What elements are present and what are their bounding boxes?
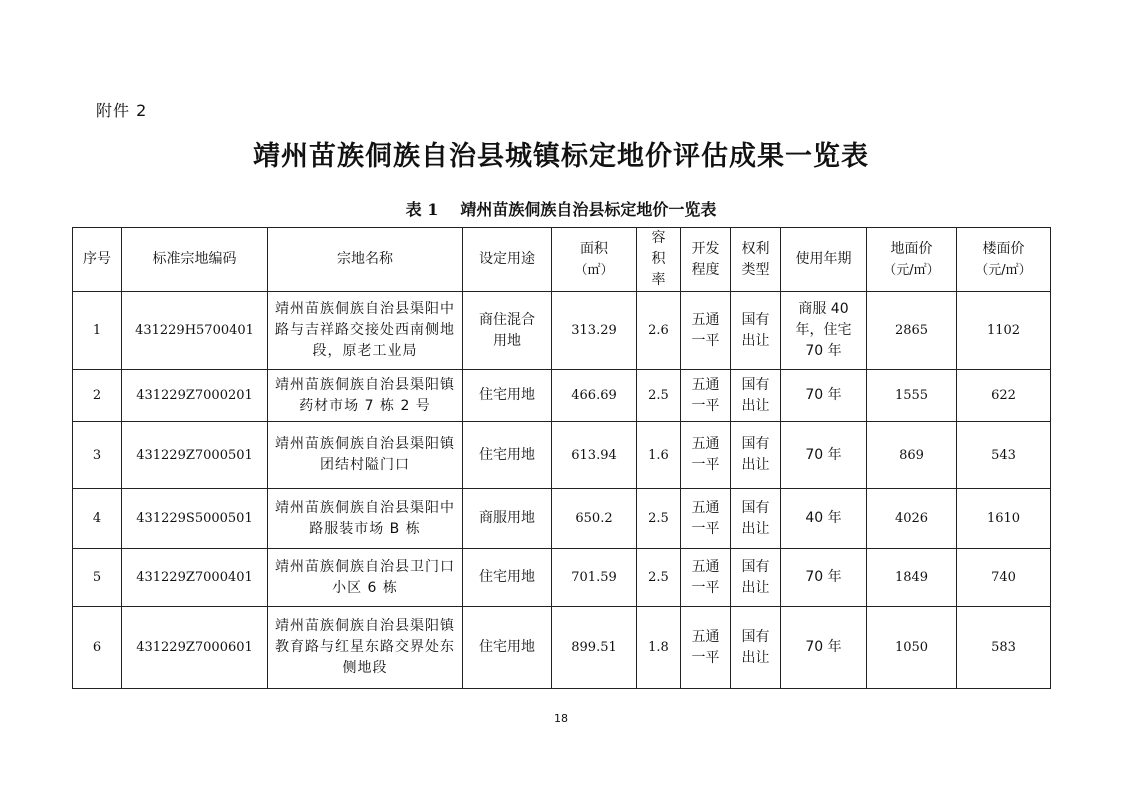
cell-use: 商住混合用地	[463, 292, 552, 370]
cell-area: 701.59	[552, 549, 637, 607]
cell-dev: 五通一平	[681, 549, 731, 607]
cell-seq: 2	[73, 370, 122, 422]
header-floor-price	[957, 228, 1051, 292]
cell-floor-price: 1610	[957, 489, 1051, 549]
cell-far: 1.6	[637, 422, 681, 489]
cell-years: 40 年	[781, 489, 867, 549]
header-land-price	[867, 228, 957, 292]
cell-land-price: 1555	[867, 370, 957, 422]
cell-floor-price: 583	[957, 607, 1051, 689]
cell-seq: 3	[73, 422, 122, 489]
header-years: 使用年期	[781, 228, 867, 292]
table-caption-text: 靖州苗族侗族自治县标定地价一览表	[460, 200, 717, 219]
cell-dev: 五通一平	[681, 370, 731, 422]
cell-floor-price: 622	[957, 370, 1051, 422]
cell-far: 2.5	[637, 489, 681, 549]
cell-rights: 国有出让	[731, 549, 781, 607]
cell-name: 靖州苗族侗族自治县渠阳镇团结村隘门口	[268, 422, 463, 489]
header-seq: 序号	[73, 228, 122, 292]
header-use: 设定用途	[463, 228, 552, 292]
cell-floor-price: 1102	[957, 292, 1051, 370]
header-floor-price-unit: （元/㎡）	[975, 262, 1032, 278]
cell-code: 431229Z7000501	[122, 422, 268, 489]
table-caption	[0, 197, 1122, 220]
header-far: 容积率	[637, 228, 681, 292]
cell-dev: 五通一平	[681, 489, 731, 549]
cell-dev: 五通一平	[681, 607, 731, 689]
cell-far: 2.5	[637, 549, 681, 607]
cell-code: 431229Z7000201	[122, 370, 268, 422]
cell-area: 613.94	[552, 422, 637, 489]
cell-use: 商服用地	[463, 489, 552, 549]
cell-far: 1.8	[637, 607, 681, 689]
cell-land-price: 4026	[867, 489, 957, 549]
cell-land-price: 1050	[867, 607, 957, 689]
cell-code: 431229H5700401	[122, 292, 268, 370]
header-dev: 开发程度	[681, 228, 731, 292]
cell-code: 431229Z7000401	[122, 549, 268, 607]
table-row	[73, 549, 1051, 607]
cell-rights: 国有出让	[731, 292, 781, 370]
header-rights: 权利类型	[731, 228, 781, 292]
header-area	[552, 228, 637, 292]
cell-dev: 五通一平	[681, 422, 731, 489]
header-area-label: 面积	[580, 240, 608, 257]
cell-area: 650.2	[552, 489, 637, 549]
cell-area: 466.69	[552, 370, 637, 422]
cell-floor-price: 740	[957, 549, 1051, 607]
cell-land-price: 2865	[867, 292, 957, 370]
cell-floor-price: 543	[957, 422, 1051, 489]
cell-seq: 1	[73, 292, 122, 370]
header-land-price-label: 地面价	[890, 240, 933, 257]
header-code: 标准宗地编码	[122, 228, 268, 292]
cell-name: 靖州苗族侗族自治县渠阳镇教育路与红星东路交界处东侧地段	[268, 607, 463, 689]
cell-dev: 五通一平	[681, 292, 731, 370]
table-row	[73, 422, 1051, 489]
cell-use: 住宅用地	[463, 422, 552, 489]
table-header-row	[73, 228, 1051, 292]
header-floor-price-label: 楼面价	[982, 240, 1025, 257]
header-land-price-unit: （元/㎡）	[883, 262, 940, 278]
cell-name: 靖州苗族侗族自治县渠阳镇药材市场 7 栋 2 号	[268, 370, 463, 422]
cell-far: 2.5	[637, 370, 681, 422]
cell-use: 住宅用地	[463, 370, 552, 422]
attachment-label: 附件 2	[96, 101, 148, 120]
document-title: 靖州苗族侗族自治县城镇标定地价评估成果一览表	[253, 141, 869, 172]
page-number: 18	[554, 712, 568, 725]
cell-code: 431229Z7000601	[122, 607, 268, 689]
land-price-table	[72, 227, 1051, 689]
cell-years: 70 年	[781, 607, 867, 689]
table-row	[73, 292, 1051, 370]
table-row	[73, 489, 1051, 549]
cell-name: 靖州苗族侗族自治县渠阳中路服装市场 B 栋	[268, 489, 463, 549]
cell-name: 靖州苗族侗族自治县渠阳中路与吉祥路交接处西南侧地段，原老工业局	[268, 292, 463, 370]
cell-years: 商服 40 年，住宅 70 年	[781, 292, 867, 370]
cell-name: 靖州苗族侗族自治县卫门口小区 6 栋	[268, 549, 463, 607]
cell-code: 431229S5000501	[122, 489, 268, 549]
cell-use: 住宅用地	[463, 549, 552, 607]
cell-seq: 5	[73, 549, 122, 607]
cell-years: 70 年	[781, 370, 867, 422]
cell-land-price: 1849	[867, 549, 957, 607]
cell-area: 899.51	[552, 607, 637, 689]
header-name: 宗地名称	[268, 228, 463, 292]
cell-seq: 4	[73, 489, 122, 549]
cell-rights: 国有出让	[731, 489, 781, 549]
cell-far: 2.6	[637, 292, 681, 370]
cell-years: 70 年	[781, 549, 867, 607]
cell-use: 住宅用地	[463, 607, 552, 689]
cell-land-price: 869	[867, 422, 957, 489]
table-number: 表 1	[405, 200, 439, 219]
cell-seq: 6	[73, 607, 122, 689]
cell-years: 70 年	[781, 422, 867, 489]
cell-rights: 国有出让	[731, 422, 781, 489]
header-area-unit: （㎡）	[574, 262, 614, 278]
cell-rights: 国有出让	[731, 370, 781, 422]
table-row	[73, 370, 1051, 422]
cell-area: 313.29	[552, 292, 637, 370]
cell-rights: 国有出让	[731, 607, 781, 689]
table-row	[73, 607, 1051, 689]
